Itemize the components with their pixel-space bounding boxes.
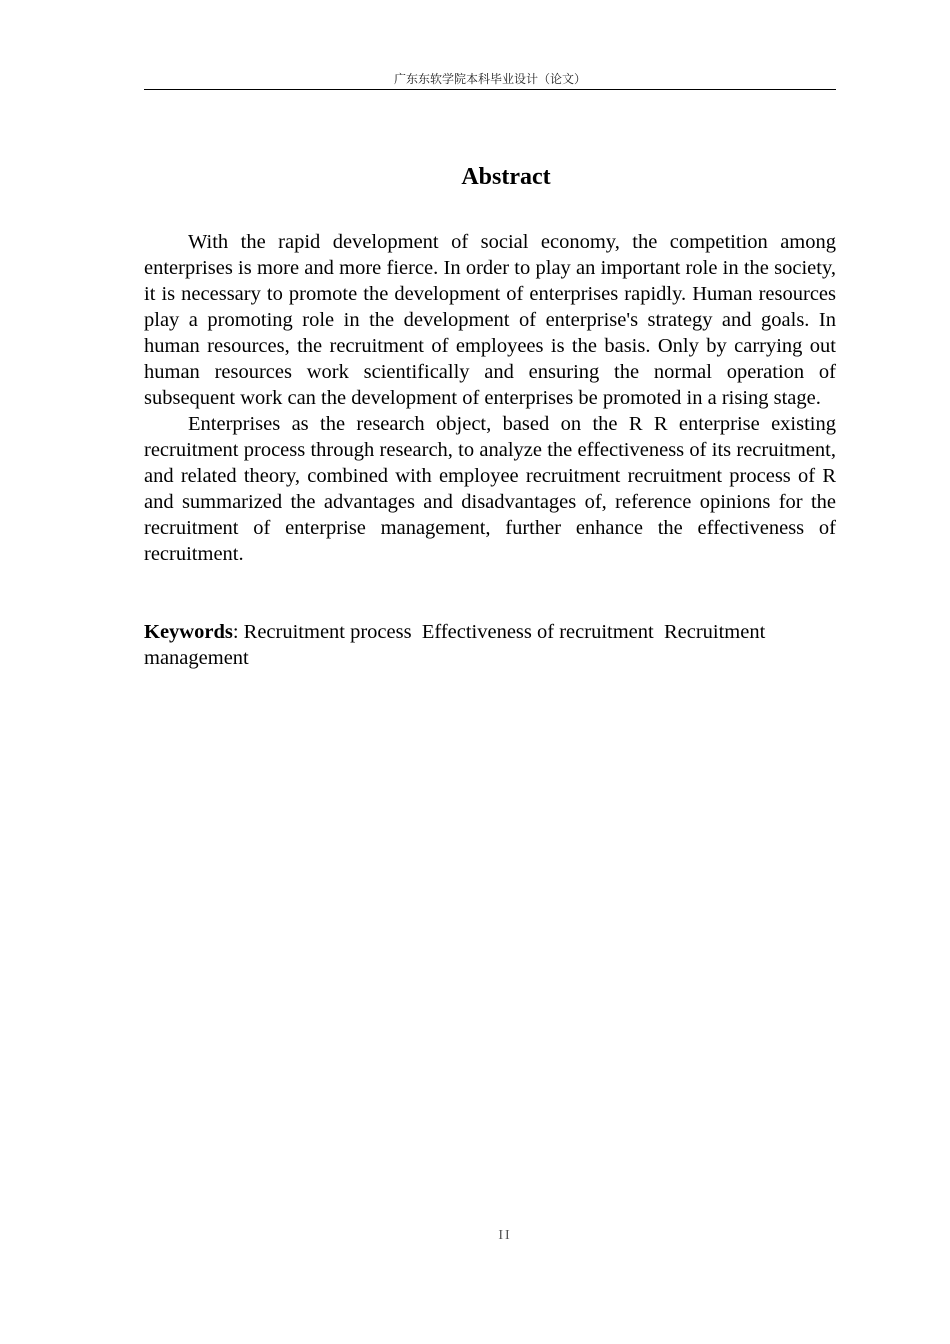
- running-header-text: 广东东软学院本科毕业设计（论文）: [393, 72, 586, 86]
- running-header: [144, 70, 836, 90]
- abstract-paragraph-1: With the rapid development of social economy, the competition among enterprises is more and more fierce. In order to play an important role in the society, it is necessary to promote the development of enterprises rapidly. Human resources play a promoting role in the development of enterprise's strategy and goals. In human resources, the recruitment of employees is the basis. Only by carrying out human resources work scientifically and ensuring the normal operation of subsequent work can the development of enterprises be promoted in a rising stage.: [144, 231, 836, 409]
- keywords-separator: :: [232, 621, 244, 643]
- abstract-body: [144, 229, 836, 567]
- keywords-line: [144, 619, 836, 671]
- keywords-text: Recruitment process Effectiveness of recruitment Recruitment management: [144, 621, 771, 669]
- keywords-label: Keywords: [144, 621, 233, 643]
- abstract-paragraph-2: Enterprises as the research object, based on the R R enterprise existing recruitment process through research, to analyze the effectiveness of its recruitment, and related theory, combined with employee recruitment recruitment process of R and summarized the advantages and disadvantages of, reference opinions for the recruitment of enterprise management, further enhance the effectiveness of recruitment.: [144, 413, 836, 565]
- page-number: II: [498, 1228, 512, 1243]
- abstract-title: Abstract: [461, 164, 551, 190]
